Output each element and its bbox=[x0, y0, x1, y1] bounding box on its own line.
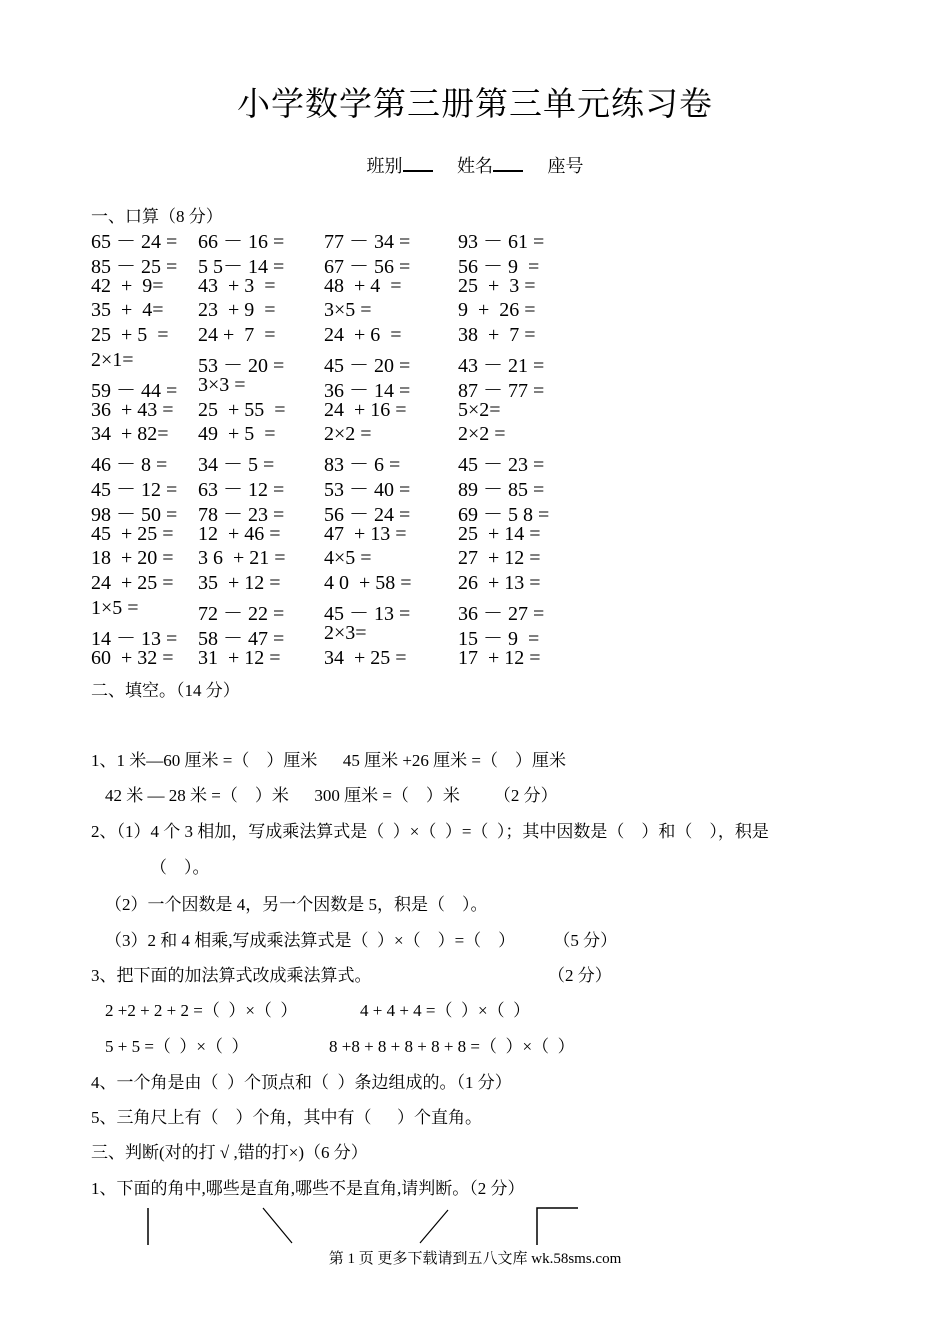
calc-item: 93 － 61 = bbox=[458, 231, 545, 253]
calc-item: 25 + 55 = bbox=[198, 398, 286, 421]
calc-item: 60 + 32 = bbox=[91, 646, 174, 669]
calc-item: 18 + 20 = bbox=[91, 547, 174, 570]
q3-line: 3、把下面的加法算式改成乘法算式。 bbox=[91, 966, 372, 985]
calc-item: 9 + 26 = bbox=[458, 299, 536, 322]
calc-item: 63 － 12 = bbox=[198, 478, 285, 501]
calc-item: 49 + 5 = bbox=[198, 423, 276, 446]
q4: 4、一个角是由（ ）个顶点和（ ）条边组成的。（1 分） bbox=[91, 1073, 512, 1092]
q3-score: （2 分） bbox=[548, 966, 612, 985]
calc-item: 43 － 21 = bbox=[458, 354, 545, 377]
section2-heading: 二、填空。（14 分） bbox=[91, 681, 240, 700]
section3-heading: 三、判断(对的打 √ ,错的打×)（6 分） bbox=[91, 1143, 368, 1162]
calc-item: 35 + 4= bbox=[91, 299, 164, 322]
q3-a: 2 +2 + 2 + 2 =（ ）×（ ） bbox=[105, 1001, 298, 1020]
calc-item: 15 － 9 = bbox=[458, 627, 540, 650]
calc-item: 38 + 7 = bbox=[458, 324, 536, 347]
calc-item: 45 － 23 = bbox=[458, 454, 545, 477]
calc-item: 58 － 47 = bbox=[198, 627, 285, 650]
page-footer: 第 1 页 更多下载请到五八文库 wk.58sms.com bbox=[328, 1251, 622, 1267]
angle-figure-corner bbox=[537, 1208, 578, 1245]
calc-item: 25 + 5 = bbox=[91, 324, 169, 347]
calc-item: 87 － 77 = bbox=[458, 379, 545, 402]
calc-item: 85 － 25 = bbox=[91, 255, 178, 278]
q2-line2: （ ）。 bbox=[150, 858, 210, 877]
angle-figure-slant-up-line bbox=[420, 1210, 448, 1243]
calc-item: 2×2 = bbox=[324, 423, 372, 446]
calc-item: 34 + 82= bbox=[91, 423, 169, 446]
calc-item: 47 + 13 = bbox=[324, 522, 407, 545]
calc-item: 12 + 46 = bbox=[198, 522, 281, 545]
calc-item: 53 － 40 = bbox=[324, 478, 411, 501]
calc-item: 34 + 25 = bbox=[324, 646, 407, 669]
calc-item: 24 + 6 = bbox=[324, 324, 402, 347]
calc-item: 67 － 56 = bbox=[324, 255, 411, 278]
calc-item: 98 － 50 = bbox=[91, 503, 178, 526]
q2-line1: 2、（1）4 个 3 相加，写成乘法算式是（ ）×（ ）=（ ）；其中因数是（ ）和（ ），积是 bbox=[91, 822, 769, 841]
q2-part3: （3）2 和 4 相乘,写成乘法算式是（ ）×（ ）=（ ） （5 分） bbox=[105, 931, 618, 950]
calc-item: 4 0 + 58 = bbox=[324, 572, 412, 595]
calc-item: 48 + 4 = bbox=[324, 274, 402, 297]
calc-item: 65 － 24 = bbox=[91, 231, 178, 253]
student-info bbox=[0, 152, 950, 178]
calc-item: 14 － 13 = bbox=[91, 627, 178, 650]
calc-item: 3×5 = bbox=[324, 299, 372, 322]
class-blank bbox=[403, 154, 433, 172]
calc-item: 5×2= bbox=[458, 398, 501, 421]
calc-item: 27 + 12 = bbox=[458, 547, 541, 570]
calc-item: 5 5－ 14 = bbox=[198, 255, 285, 278]
calc-item: 26 + 13 = bbox=[458, 572, 541, 595]
q5: 5、三角尺上有（ ）个角，其中有（ ）个直角。 bbox=[91, 1108, 482, 1127]
page-title: 小学数学第三册第三单元练习卷 bbox=[237, 87, 713, 123]
calc-item: 36 － 14 = bbox=[324, 379, 411, 402]
calc-item: 1×5 = bbox=[91, 596, 139, 619]
calc-item: 66 － 16 = bbox=[198, 231, 285, 253]
calc-item: 3 6 + 21 = bbox=[198, 547, 286, 570]
q3-b: 4 + 4 + 4 =（ ）×（ ） bbox=[360, 1001, 531, 1020]
calc-item: 4×5 = bbox=[324, 547, 372, 570]
calc-item: 43 + 3 = bbox=[198, 274, 276, 297]
calc-item: 45 － 20 = bbox=[324, 354, 411, 377]
calc-item: 23 + 9 = bbox=[198, 299, 276, 322]
calc-item: 77 － 34 = bbox=[324, 231, 411, 253]
section1-heading: 一、口算（8 分） bbox=[91, 207, 223, 226]
name-field: 姓名 bbox=[457, 152, 523, 178]
q1-line2: 42 米 — 28 米 =（ ）米 300 厘米 =（ ）米 （2 分） bbox=[105, 786, 558, 805]
calc-item: 36 + 43 = bbox=[91, 398, 174, 421]
q3-d: 8 +8 + 8 + 8 + 8 + 8 =（ ）×（ ） bbox=[329, 1037, 575, 1056]
calc-item: 89 － 85 = bbox=[458, 478, 545, 501]
calc-item: 3×3 = bbox=[198, 373, 246, 396]
calc-item: 59 － 44 = bbox=[91, 379, 178, 402]
calc-item: 25 + 14 = bbox=[458, 522, 541, 545]
calc-item: 46 － 8 = bbox=[91, 454, 168, 477]
calc-item: 42 + 9= bbox=[91, 274, 164, 297]
calc-item: 24 + 16 = bbox=[324, 398, 407, 421]
calc-item: 2×2 = bbox=[458, 423, 506, 446]
calc-item: 2×1= bbox=[91, 348, 134, 371]
calc-item: 17 + 12 = bbox=[458, 646, 541, 669]
calc-item: 53 － 20 = bbox=[198, 354, 285, 377]
calc-item: 69 － 5 8 = bbox=[458, 503, 550, 526]
angle-figure-slant-down-line bbox=[263, 1208, 292, 1243]
calc-item: 56 － 24 = bbox=[324, 503, 411, 526]
calc-item: 24 + 25 = bbox=[91, 572, 174, 595]
section3-q1: 1、下面的角中,哪些是直角,哪些不是直角,请判断。（2 分） bbox=[91, 1179, 525, 1198]
calc-item: 45 － 13 = bbox=[324, 602, 411, 625]
calc-item: 34 － 5 = bbox=[198, 454, 275, 477]
calc-item: 24 + 7 = bbox=[198, 324, 276, 347]
q1-line1: 1、1 米—60 厘米 =（ ）厘米 45 厘米 +26 厘米 =（ ）厘米 bbox=[91, 751, 567, 770]
q3-c: 5 + 5 =（ ）×（ ） bbox=[105, 1037, 249, 1056]
calc-item: 45 + 25 = bbox=[91, 522, 174, 545]
calc-item: 45 － 12 = bbox=[91, 478, 178, 501]
q2-part2: （2）一个因数是 4，另一个因数是 5，积是（ ）。 bbox=[105, 895, 488, 914]
calc-item: 72 － 22 = bbox=[198, 602, 285, 625]
name-blank bbox=[493, 154, 523, 172]
calc-item: 56 － 9 = bbox=[458, 255, 540, 278]
calc-item: 31 + 12 = bbox=[198, 646, 281, 669]
class-field: 班别 bbox=[367, 152, 433, 178]
calc-item: 78 － 23 = bbox=[198, 503, 285, 526]
calc-item: 36 － 27 = bbox=[458, 602, 545, 625]
calc-item: 25 + 3 = bbox=[458, 274, 536, 297]
calc-item: 35 + 12 = bbox=[198, 572, 281, 595]
calc-item: 83 － 6 = bbox=[324, 454, 401, 477]
seat-field: 座号 bbox=[547, 156, 584, 176]
calc-item: 2×3= bbox=[324, 621, 367, 644]
